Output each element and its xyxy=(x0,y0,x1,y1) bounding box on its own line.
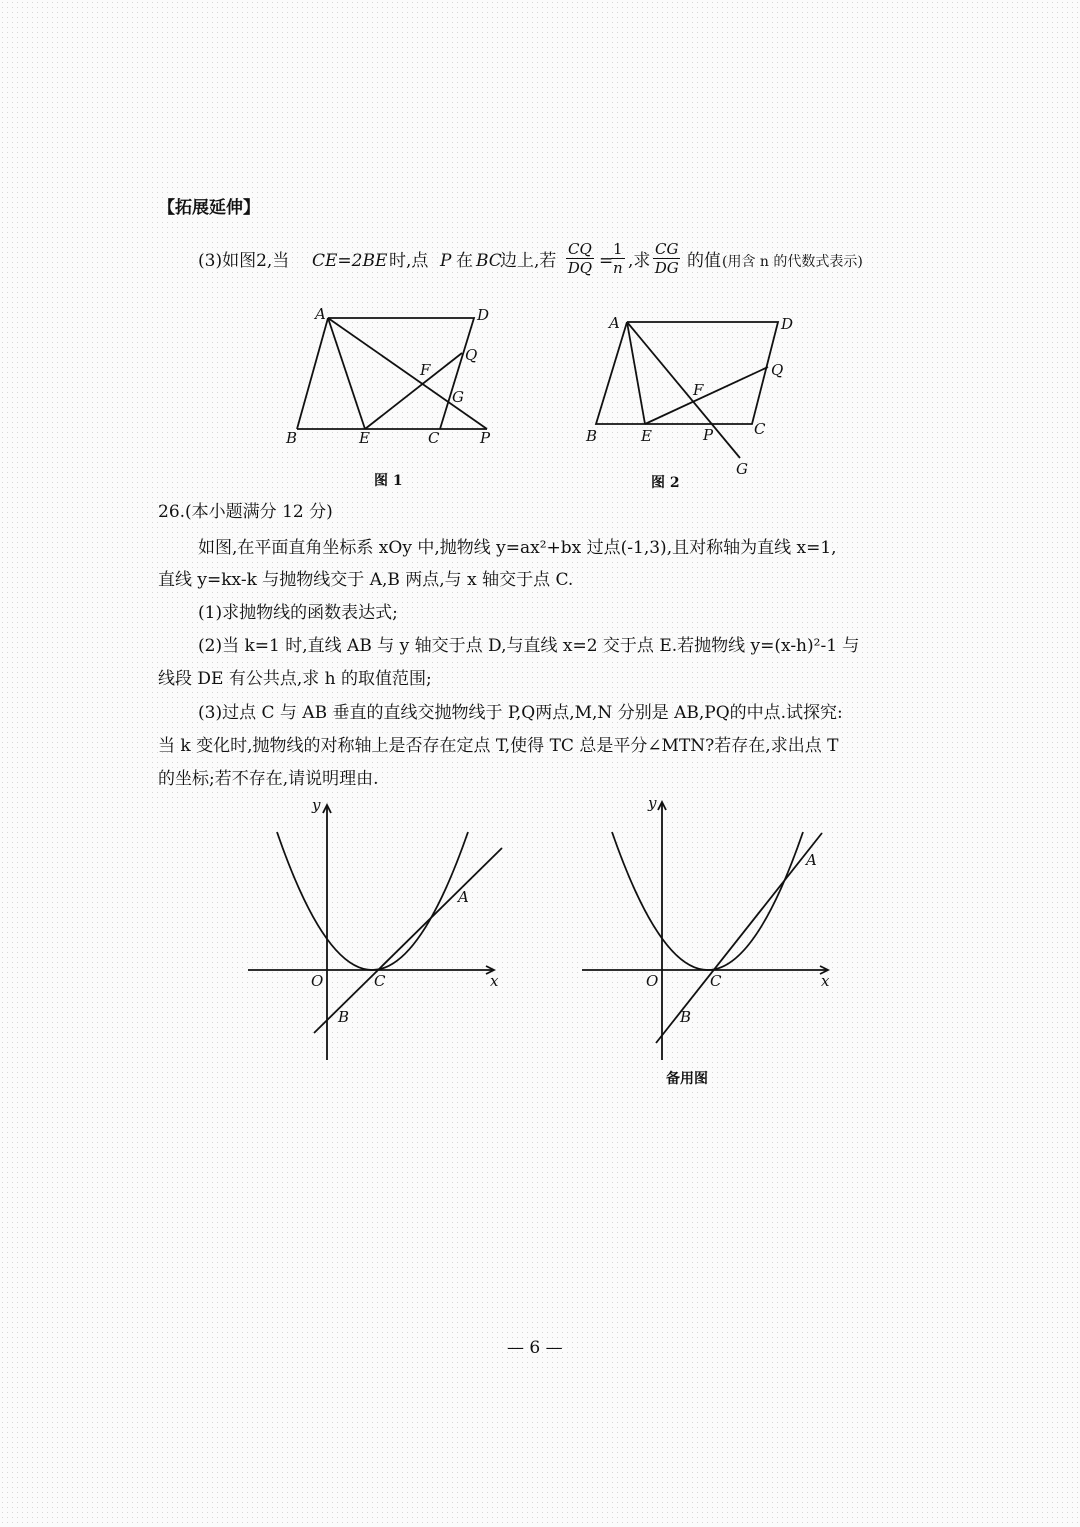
fig1-label-e: E xyxy=(359,429,370,447)
graph2-label-origin: O xyxy=(646,972,659,990)
graph2-label-x: x xyxy=(821,972,830,990)
q3-equals: = xyxy=(599,251,614,271)
fig2-label-a: A xyxy=(609,314,620,332)
q3-side: BC xyxy=(476,251,502,271)
graph1-label-c: C xyxy=(374,972,386,990)
fraction-denominator: DG xyxy=(654,259,679,277)
fig1-label-a: A xyxy=(315,305,326,323)
fig1-label-d: D xyxy=(477,306,490,324)
fig2-label-c: C xyxy=(754,420,766,438)
fraction-denominator: n xyxy=(612,259,623,277)
q3-mid3: 边上,若 xyxy=(500,251,557,271)
fig1-label-q: Q xyxy=(465,346,478,364)
parabola-curve xyxy=(612,832,803,970)
fig2-label-b: B xyxy=(586,427,598,445)
fraction-denominator: DQ xyxy=(567,259,593,277)
fig2-caption: 图 2 xyxy=(651,475,680,491)
fig1-label-b: B xyxy=(286,429,298,447)
graph2-caption: 备用图 xyxy=(666,1071,708,1087)
q3-suffix: 的值 xyxy=(687,251,721,271)
fraction-numerator: 1 xyxy=(613,240,623,258)
fig1-label-c: C xyxy=(428,429,440,447)
q3-point-p: P xyxy=(440,251,452,271)
graph1-label-a: A xyxy=(458,888,469,906)
fig1-caption: 图 1 xyxy=(374,473,403,489)
q26-line1: 如图,在平面直角坐标系 xOy 中,抛物线 y=ax²+bx 过点(-1,3),且对称轴为直线 x=1, xyxy=(198,538,837,558)
page-number: — 6 — xyxy=(507,1338,563,1358)
fig2-label-p: P xyxy=(703,426,714,444)
graph2-label-b: B xyxy=(680,1008,692,1026)
graph1-label-y: y xyxy=(312,796,321,814)
q3-mid4: ,求 xyxy=(628,251,651,271)
graph2-label-a: A xyxy=(806,851,817,869)
q26-part3-line3: 的坐标;若不存在,请说明理由. xyxy=(158,769,379,789)
fig2-label-f: F xyxy=(693,381,704,399)
fig1-label-g: G xyxy=(452,388,464,406)
fraction-numerator: CG xyxy=(655,240,679,258)
q3-condition: CE=2BE xyxy=(312,251,388,271)
q3-note: (用含 n 的代数式表示) xyxy=(722,254,863,270)
fig1-label-f: F xyxy=(420,361,431,379)
q26-part1: (1)求抛物线的函数表达式; xyxy=(198,603,398,623)
fig2-label-q: Q xyxy=(771,361,784,379)
graph2-label-c: C xyxy=(710,972,722,990)
graph1-label-b: B xyxy=(338,1008,350,1026)
q26-part2-line1: (2)当 k=1 时,直线 AB 与 y 轴交于点 D,与直线 x=2 交于点 E.若抛物线 y=(x-h)²-1 与 xyxy=(198,636,860,656)
fig2-label-d: D xyxy=(781,315,794,333)
graph2-label-y: y xyxy=(648,794,657,812)
q3-mid1: 时,点 xyxy=(389,251,429,271)
graph1-label-x: x xyxy=(490,972,499,990)
section-title: 【拓展延伸】 xyxy=(158,198,260,218)
q3-mid2: 在 xyxy=(456,251,473,271)
fig2-label-e: E xyxy=(641,427,652,445)
graph1-label-origin: O xyxy=(311,972,324,990)
q26-part3-line2: 当 k 变化时,抛物线的对称轴上是否存在定点 T,使得 TC 总是平分∠MTN?若存在,求出点 T xyxy=(158,736,839,756)
q26-line2: 直线 y=kx-k 与抛物线交于 A,B 两点,与 x 轴交于点 C. xyxy=(158,570,574,590)
q26-part3-line1: (3)过点 C 与 AB 垂直的直线交抛物线于 P,Q两点,M,N 分别是 AB,PQ的中点.试探究: xyxy=(198,703,843,723)
fig1-label-p: P xyxy=(480,429,491,447)
q26-part2-line2: 线段 DE 有公共点,求 h 的取值范围; xyxy=(158,669,432,689)
fig2-label-g: G xyxy=(736,460,748,478)
q3-prefix: (3)如图2,当 xyxy=(198,251,290,271)
q26-header: 26.(本小题满分 12 分) xyxy=(158,502,333,522)
fraction-numerator: CQ xyxy=(568,240,592,258)
